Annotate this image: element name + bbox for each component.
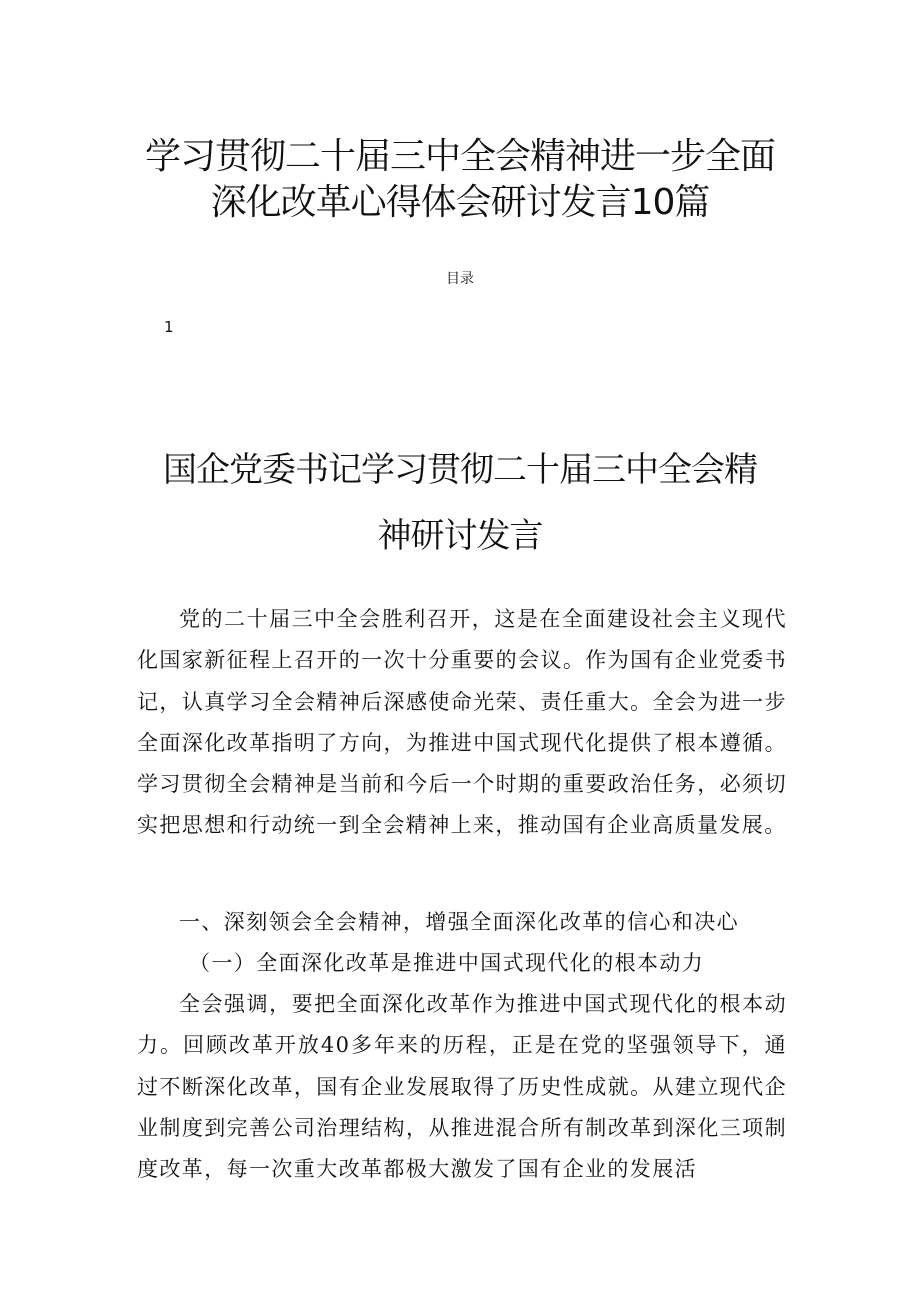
document-title-line-2: 深化改革心得体会研讨发言10篇 — [210, 182, 710, 223]
intro-paragraph: 党的二十届三中全会胜利召开，这是在全面建设社会主义现代化国家新征程上召开的一次十分重要的会议。作为国有企业党委书记，认真学习全会精神后深感使命光荣、责任重大。全会为进一步全面深化改革指明了方向，为推进中国式现代化提供了根本遵循。学习贯彻全会精神是当前和今后一个时期的重要政治任务，必须切实把思想和行动统一到全会精神上来，推动国有企业高质量发展。 — [137, 607, 787, 838]
section-title-line-2: 神研讨发言 — [377, 516, 543, 556]
body-paragraph: 全会强调，要把全面深化改革作为推进中国式现代化的根本动力。回顾改革开放40多年来的历程，正是在党的坚强领导下，通过不断深化改革，国有企业发展取得了历史性成就。从建立现代企业制度到完善公司治理结构，从推进混合所有制改革到深化三项制度改革，每一次重大改革都极大激发了国有企业的发展活 — [137, 992, 787, 1182]
document-title-line-1: 学习贯彻二十届三中全会精神进一步全面 — [144, 136, 775, 177]
toc-label: 目录 — [446, 271, 474, 287]
heading-level-1: 一、深刻领会全会精神，增强全面深化改革的信心和决心 — [179, 910, 739, 934]
toc-entry-number: 1 — [164, 318, 174, 336]
section-title-line-1: 国企党委书记学习贯彻二十届三中全会精 — [163, 450, 757, 490]
heading-level-2: （一）全面深化改革是推进中国式现代化的根本动力 — [189, 951, 705, 975]
